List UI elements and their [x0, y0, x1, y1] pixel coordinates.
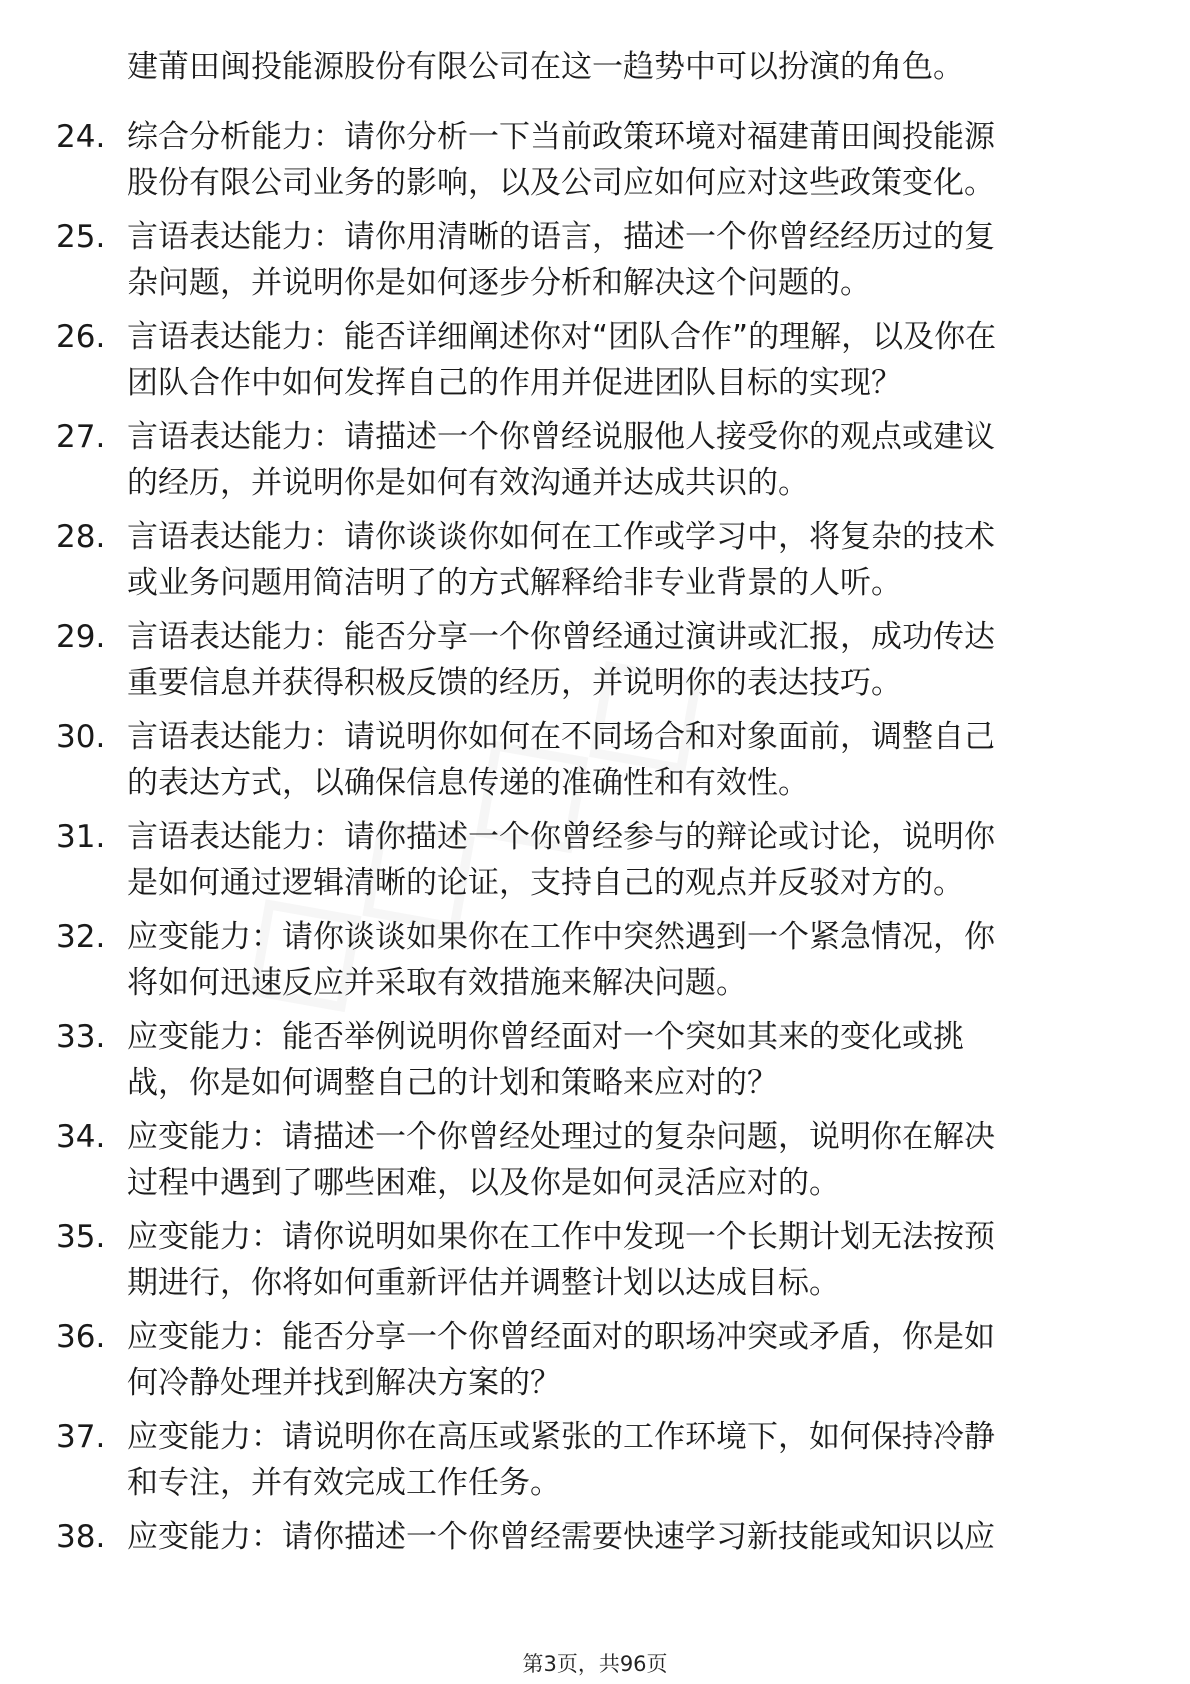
question-text-line: 言语表达能力：能否详细阐述你对“团队合作”的理解，以及你在 — [127, 319, 997, 355]
question-number: 34. — [56, 1119, 106, 1155]
question-text-line: 团队合作中如何发挥自己的作用并促进团队目标的实现？ — [127, 365, 902, 401]
question-number: 30. — [56, 719, 106, 755]
question-text-line: 言语表达能力：请说明你如何在不同场合和对象面前，调整自己 — [127, 719, 995, 755]
question-number: 38. — [56, 1519, 106, 1555]
question-text-line: 应变能力：请说明你在高压或紧张的工作环境下，如何保持冷静 — [127, 1419, 995, 1455]
question-text-line: 的表达方式，以确保信息传递的准确性和有效性。 — [127, 765, 809, 801]
question-text-line: 应变能力：请你谈谈如果你在工作中突然遇到一个紧急情况，你 — [127, 919, 995, 955]
question-number: 25. — [56, 219, 106, 255]
question-item — [56, 114, 1146, 214]
question-number: 36. — [56, 1319, 106, 1355]
question-item — [56, 214, 1146, 314]
question-text-line: 综合分析能力：请你分析一下当前政策环境对福建莆田闽投能源 — [127, 119, 995, 155]
question-item — [56, 1514, 1146, 1614]
question-text-line: 应变能力：请你说明如果你在工作中发现一个长期计划无法按预 — [127, 1219, 995, 1255]
question-text-line: 言语表达能力：请你用清晰的语言，描述一个你曾经经历过的复 — [127, 219, 995, 255]
question-number: 28. — [56, 519, 106, 555]
question-item — [56, 514, 1146, 614]
continuation-text: 建莆田闽投能源股份有限公司在这一趋势中可以扮演的角色。 — [127, 49, 964, 85]
question-list — [56, 114, 1146, 1614]
question-number: 31. — [56, 819, 106, 855]
question-text-line: 和专注，并有效完成工作任务。 — [127, 1465, 561, 1501]
question-text-line: 将如何迅速反应并采取有效措施来解决问题。 — [127, 965, 747, 1001]
question-text-line: 股份有限公司业务的影响，以及公司应如何应对这些政策变化。 — [127, 165, 995, 201]
question-text-line: 应变能力：能否举例说明你曾经面对一个突如其来的变化或挑 — [127, 1019, 964, 1055]
question-item — [56, 1414, 1146, 1514]
question-item — [56, 1214, 1146, 1314]
question-item — [56, 614, 1146, 714]
question-text-line: 应变能力：请你描述一个你曾经需要快速学习新技能或知识以应 — [127, 1519, 995, 1555]
question-number: 24. — [56, 119, 106, 155]
question-text-line: 应变能力：能否分享一个你曾经面对的职场冲突或矛盾，你是如 — [127, 1319, 995, 1355]
question-item — [56, 814, 1146, 914]
question-text-line: 期进行，你将如何重新评估并调整计划以达成目标。 — [127, 1265, 840, 1301]
question-item — [56, 1014, 1146, 1114]
question-text-line: 何冷静处理并找到解决方案的？ — [127, 1365, 561, 1401]
question-number: 32. — [56, 919, 106, 955]
question-number: 26. — [56, 319, 106, 355]
question-text-line: 或业务问题用简洁明了的方式解释给非专业背景的人听。 — [127, 565, 902, 601]
question-text-line: 战，你是如何调整自己的计划和策略来应对的？ — [127, 1065, 778, 1101]
question-text-line: 言语表达能力：请你谈谈你如何在工作或学习中，将复杂的技术 — [127, 519, 995, 555]
question-number: 33. — [56, 1019, 106, 1055]
question-item — [56, 714, 1146, 814]
question-number: 27. — [56, 419, 106, 455]
page-footer: 第3页，共96页 — [522, 1652, 668, 1676]
question-text-line: 的经历，并说明你是如何有效沟通并达成共识的。 — [127, 465, 809, 501]
question-text-line: 杂问题，并说明你是如何逐步分析和解决这个问题的。 — [127, 265, 871, 301]
question-text-line: 应变能力：请描述一个你曾经处理过的复杂问题，说明你在解决 — [127, 1119, 995, 1155]
question-text-line: 言语表达能力：请描述一个你曾经说服他人接受你的观点或建议 — [127, 419, 995, 455]
question-text-line: 是如何通过逻辑清晰的论证，支持自己的观点并反驳对方的。 — [127, 865, 964, 901]
question-text-line: 言语表达能力：能否分享一个你曾经通过演讲或汇报，成功传达 — [127, 619, 995, 655]
question-item — [56, 1314, 1146, 1414]
question-item — [56, 314, 1146, 414]
question-item — [56, 414, 1146, 514]
question-text-line: 过程中遇到了哪些困难，以及你是如何灵活应对的。 — [127, 1165, 840, 1201]
question-number: 37. — [56, 1419, 106, 1455]
question-number: 29. — [56, 619, 106, 655]
question-item — [56, 914, 1146, 1014]
question-text-line: 重要信息并获得积极反馈的经历，并说明你的表达技巧。 — [127, 665, 902, 701]
question-text-line: 言语表达能力：请你描述一个你曾经参与的辩论或讨论，说明你 — [127, 819, 995, 855]
question-number: 35. — [56, 1219, 106, 1255]
question-item — [56, 1114, 1146, 1214]
